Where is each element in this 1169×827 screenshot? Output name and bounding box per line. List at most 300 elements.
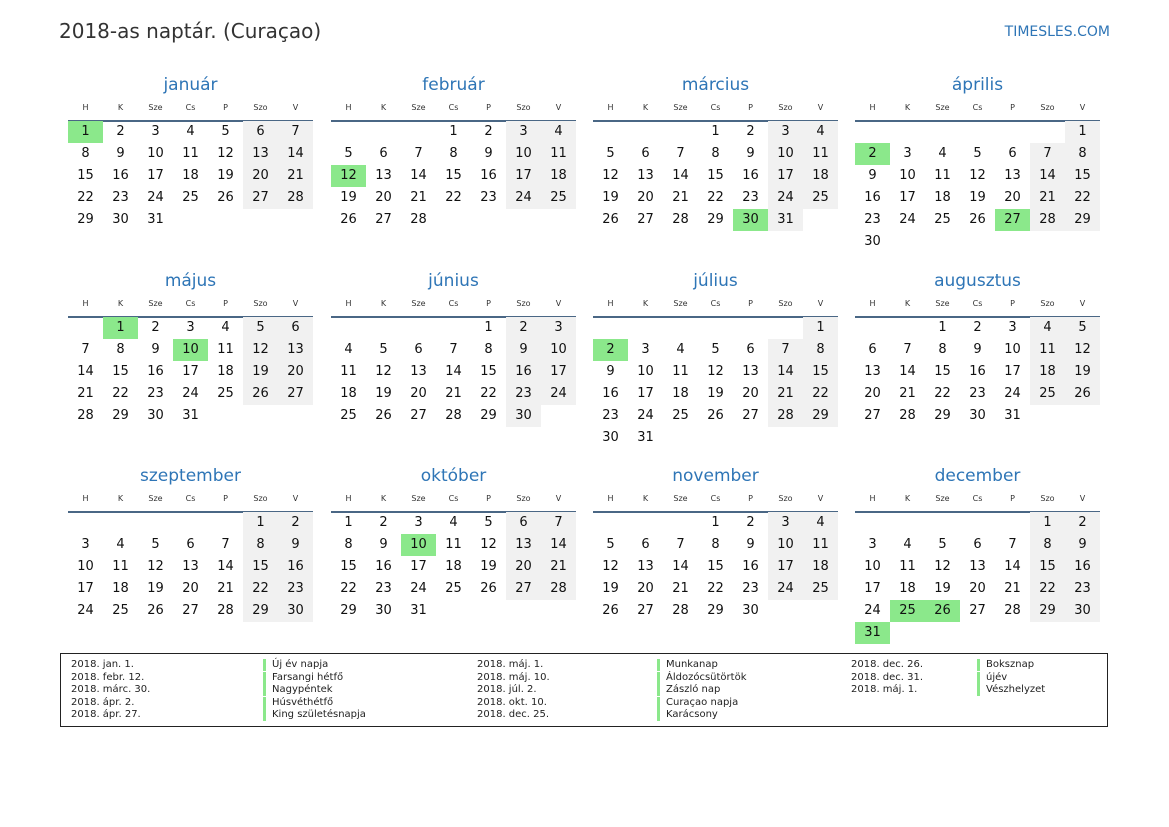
day-cell: 24 — [1004, 386, 1021, 401]
day-cell: 27 — [506, 578, 541, 600]
legend-date: 2018. máj. 1. — [477, 659, 544, 670]
weekday-label: Sze — [148, 299, 163, 308]
day-cell: 26 — [602, 212, 619, 227]
day-cell: 12 — [147, 559, 164, 574]
day-cell: 25 — [541, 187, 576, 209]
day-cell: 15 — [707, 168, 724, 183]
day-cell: 17 — [506, 165, 541, 187]
day-cell: 8 — [116, 342, 125, 357]
day-cell: 26 — [480, 581, 497, 596]
day-cell: 2 — [1065, 512, 1100, 534]
month-calendar — [68, 75, 313, 265]
page-title: 2018-as naptár. (Curaçao) — [59, 19, 322, 43]
legend-holiday-name: Curaçao napja — [657, 697, 738, 709]
weekday-label: H — [607, 103, 614, 112]
day-cell: 22 — [480, 386, 497, 401]
day-cell: 6 — [746, 342, 755, 357]
holiday-day-cell: 10 — [401, 534, 436, 556]
month-name: április — [951, 75, 1004, 95]
day-cell: 21 — [445, 386, 462, 401]
month-calendar — [855, 466, 1100, 656]
day-cell: 18 — [182, 168, 199, 183]
legend-holiday-name: Munkanap — [657, 659, 718, 671]
weekday-label: H — [82, 299, 89, 308]
day-cell: 3 — [186, 320, 195, 335]
day-cell: 8 — [938, 342, 947, 357]
header-rule — [593, 316, 838, 318]
weekday-label: K — [380, 494, 387, 503]
day-cell: 19 — [147, 581, 164, 596]
day-cell: 21 — [1004, 581, 1021, 596]
weekday-label: H — [869, 103, 876, 112]
weekday-label: Sze — [935, 494, 950, 503]
day-cell: 6 — [641, 537, 650, 552]
day-cell: 17 — [182, 364, 199, 379]
day-cell: 1 — [344, 515, 353, 530]
day-cell: 11 — [112, 559, 129, 574]
brand-link[interactable]: TIMESLES.COM — [1004, 24, 1110, 40]
day-cell: 2 — [278, 512, 313, 534]
day-cell: 14 — [77, 364, 94, 379]
day-cell: 28 — [899, 408, 916, 423]
day-cell: 10 — [506, 143, 541, 165]
weekday-label: Cs — [972, 299, 983, 308]
day-cell: 10 — [1004, 342, 1021, 357]
day-cell: 9 — [1065, 534, 1100, 556]
day-cell: 18 — [340, 386, 357, 401]
day-cell: 30 — [602, 430, 619, 445]
day-cell: 26 — [969, 212, 986, 227]
day-cell: 8 — [711, 146, 720, 161]
weekday-label: Sze — [411, 494, 426, 503]
weekday-label: Szo — [1040, 103, 1055, 112]
day-cell: 31 — [1004, 408, 1021, 423]
month-name: január — [163, 75, 218, 95]
day-cell: 24 — [147, 190, 164, 205]
day-cell: 25 — [803, 187, 838, 209]
day-cell: 29 — [112, 408, 129, 423]
day-cell: 31 — [768, 209, 803, 231]
weekday-label: H — [869, 494, 876, 503]
day-cell: 25 — [445, 581, 462, 596]
holiday-day-cell: 31 — [855, 622, 890, 644]
weekday-label: V — [1079, 494, 1086, 503]
day-cell: 6 — [186, 537, 195, 552]
day-cell: 13 — [1004, 168, 1021, 183]
day-cell: 15 — [445, 168, 462, 183]
holiday-day-cell: 27 — [995, 209, 1030, 231]
day-cell: 30 — [969, 408, 986, 423]
day-cell: 13 — [969, 559, 986, 574]
day-cell: 18 — [112, 581, 129, 596]
day-cell: 13 — [637, 559, 654, 574]
weekday-label: P — [223, 103, 228, 112]
day-cell: 30 — [506, 405, 541, 427]
legend-holiday-name: újév — [977, 672, 1007, 684]
day-cell: 12 — [480, 537, 497, 552]
weekday-label: Szo — [778, 299, 793, 308]
day-cell: 1 — [711, 515, 720, 530]
weekday-label: P — [748, 299, 753, 308]
day-cell: 16 — [742, 559, 759, 574]
day-cell: 17 — [1004, 364, 1021, 379]
weekday-label: H — [607, 494, 614, 503]
day-cell: 14 — [217, 559, 234, 574]
day-cell: 6 — [379, 146, 388, 161]
day-cell: 23 — [506, 383, 541, 405]
day-cell: 4 — [449, 515, 458, 530]
day-cell: 20 — [637, 581, 654, 596]
day-cell: 29 — [480, 408, 497, 423]
day-cell: 27 — [969, 603, 986, 618]
day-cell: 18 — [541, 165, 576, 187]
day-cell: 2 — [506, 317, 541, 339]
weekday-label: K — [380, 103, 387, 112]
day-cell: 11 — [217, 342, 234, 357]
day-cell: 22 — [707, 581, 724, 596]
day-cell: 7 — [1008, 537, 1017, 552]
day-cell: 9 — [506, 339, 541, 361]
month-name: augusztus — [934, 271, 1021, 291]
day-cell: 30 — [864, 234, 881, 249]
day-cell: 20 — [864, 386, 881, 401]
legend-date: 2018. dec. 25. — [477, 709, 550, 721]
weekday-label: V — [555, 299, 562, 308]
day-cell: 18 — [899, 581, 916, 596]
day-cell: 29 — [1030, 600, 1065, 622]
day-cell: 12 — [1065, 339, 1100, 361]
day-cell: 7 — [676, 146, 685, 161]
day-cell: 8 — [243, 534, 278, 556]
day-cell: 4 — [186, 124, 195, 139]
day-cell: 7 — [449, 342, 458, 357]
weekday-label: Cs — [710, 494, 721, 503]
day-cell: 22 — [707, 190, 724, 205]
day-cell: 1 — [449, 124, 458, 139]
day-cell: 30 — [278, 600, 313, 622]
day-cell: 22 — [340, 581, 357, 596]
day-cell: 13 — [182, 559, 199, 574]
day-cell: 31 — [147, 212, 164, 227]
day-cell: 3 — [151, 124, 160, 139]
weekday-label: H — [345, 103, 352, 112]
day-cell: 12 — [602, 168, 619, 183]
day-cell: 24 — [506, 187, 541, 209]
day-cell: 23 — [147, 386, 164, 401]
day-cell: 30 — [375, 603, 392, 618]
day-cell: 7 — [903, 342, 912, 357]
day-cell: 31 — [182, 408, 199, 423]
day-cell: 23 — [480, 190, 497, 205]
day-cell: 22 — [243, 578, 278, 600]
legend-date: 2018. dec. 31. — [851, 671, 924, 683]
day-cell: 12 — [707, 364, 724, 379]
day-cell: 8 — [803, 339, 838, 361]
day-cell: 11 — [934, 168, 951, 183]
day-cell: 28 — [1030, 209, 1065, 231]
day-cell: 23 — [602, 408, 619, 423]
weekday-header — [68, 299, 313, 311]
day-cell: 3 — [81, 537, 90, 552]
weekday-label: V — [292, 494, 299, 503]
day-cell: 8 — [1065, 143, 1100, 165]
day-cell: 6 — [243, 121, 278, 143]
legend-date: 2018. dec. 26. — [851, 659, 924, 670]
weekday-label: P — [486, 494, 491, 503]
day-cell: 18 — [803, 165, 838, 187]
weekday-label: V — [817, 103, 824, 112]
day-cell: 25 — [1030, 383, 1065, 405]
day-cell: 18 — [445, 559, 462, 574]
day-cell: 18 — [1030, 361, 1065, 383]
day-cell: 28 — [410, 212, 427, 227]
day-cell: 10 — [768, 534, 803, 556]
weekday-label: Cs — [185, 494, 196, 503]
day-cell: 29 — [934, 408, 951, 423]
month-calendar — [68, 271, 313, 461]
holiday-legend — [60, 653, 1108, 727]
day-cell: 3 — [1008, 320, 1017, 335]
day-cell: 11 — [803, 534, 838, 556]
holiday-day-cell: 30 — [733, 209, 768, 231]
day-cell: 11 — [899, 559, 916, 574]
month-name: március — [681, 75, 750, 95]
legend-date: 2018. márc. 30. — [71, 684, 151, 696]
weekday-label: Szo — [516, 494, 531, 503]
day-cell: 26 — [217, 190, 234, 205]
day-cell: 17 — [768, 556, 803, 578]
weekday-label: Sze — [673, 299, 688, 308]
weekday-label: Szo — [253, 103, 268, 112]
day-cell: 19 — [480, 559, 497, 574]
day-cell: 11 — [803, 143, 838, 165]
day-cell: 13 — [742, 364, 759, 379]
day-cell: 15 — [934, 364, 951, 379]
weekday-label: Sze — [148, 494, 163, 503]
day-cell: 23 — [112, 190, 129, 205]
day-cell: 2 — [484, 124, 493, 139]
month-calendar — [855, 271, 1100, 461]
weekday-label: Szo — [1040, 494, 1055, 503]
weekday-label: Cs — [448, 494, 459, 503]
day-cell: 4 — [938, 146, 947, 161]
day-cell: 4 — [803, 512, 838, 534]
day-cell: 23 — [1065, 578, 1100, 600]
day-cell: 14 — [410, 168, 427, 183]
day-cell: 9 — [484, 146, 493, 161]
day-cell: 9 — [973, 342, 982, 357]
weekday-header — [855, 494, 1100, 506]
weekday-label: K — [904, 103, 911, 112]
weekday-label: Cs — [710, 103, 721, 112]
day-cell: 27 — [637, 212, 654, 227]
legend-date: 2018. júl. 2. — [477, 684, 537, 696]
month-calendar — [68, 466, 313, 656]
day-cell: 16 — [602, 386, 619, 401]
day-cell: 7 — [414, 146, 423, 161]
weekday-label: P — [748, 103, 753, 112]
holiday-day-cell: 26 — [925, 600, 960, 622]
legend-holiday-name: Áldozócsütörtök — [657, 672, 746, 684]
day-cell: 28 — [672, 603, 689, 618]
weekday-label: Sze — [411, 103, 426, 112]
day-cell: 17 — [147, 168, 164, 183]
day-cell: 20 — [1004, 190, 1021, 205]
day-cell: 22 — [934, 386, 951, 401]
month-name: december — [934, 466, 1021, 486]
holiday-day-cell: 25 — [890, 600, 925, 622]
day-cell: 19 — [217, 168, 234, 183]
day-cell: 27 — [637, 603, 654, 618]
legend-date: 2018. febr. 12. — [71, 671, 145, 683]
weekday-header — [855, 103, 1100, 115]
day-cell: 3 — [768, 121, 803, 143]
day-cell: 9 — [379, 537, 388, 552]
legend-date: 2018. máj. 10. — [477, 671, 550, 683]
day-cell: 25 — [112, 603, 129, 618]
weekday-label: V — [292, 103, 299, 112]
day-cell: 13 — [243, 143, 278, 165]
month-calendar — [593, 466, 838, 656]
day-cell: 27 — [742, 408, 759, 423]
weekday-label: Cs — [448, 103, 459, 112]
day-cell: 26 — [1065, 383, 1100, 405]
day-cell: 22 — [803, 383, 838, 405]
day-cell: 19 — [375, 386, 392, 401]
day-cell: 3 — [903, 146, 912, 161]
day-cell: 27 — [278, 383, 313, 405]
weekday-label: Sze — [935, 299, 950, 308]
day-cell: 29 — [707, 212, 724, 227]
day-cell: 16 — [1065, 556, 1100, 578]
weekday-header — [593, 103, 838, 115]
day-cell: 25 — [340, 408, 357, 423]
day-cell: 15 — [77, 168, 94, 183]
day-cell: 26 — [243, 383, 278, 405]
day-cell: 8 — [344, 537, 353, 552]
day-cell: 19 — [969, 190, 986, 205]
day-cell: 21 — [410, 190, 427, 205]
month-name: július — [693, 271, 738, 291]
day-cell: 16 — [375, 559, 392, 574]
weekday-label: H — [82, 494, 89, 503]
day-cell: 13 — [506, 534, 541, 556]
month-calendar — [593, 271, 838, 461]
day-cell: 5 — [344, 146, 353, 161]
day-cell: 4 — [903, 537, 912, 552]
weekday-label: Sze — [935, 103, 950, 112]
day-cell: 27 — [375, 212, 392, 227]
day-cell: 23 — [742, 581, 759, 596]
day-cell: 12 — [969, 168, 986, 183]
day-cell: 2 — [746, 515, 755, 530]
day-cell: 5 — [973, 146, 982, 161]
day-cell: 8 — [1030, 534, 1065, 556]
month-calendar — [593, 75, 838, 265]
day-cell: 20 — [375, 190, 392, 205]
weekday-label: Sze — [148, 103, 163, 112]
day-cell: 29 — [340, 603, 357, 618]
day-cell: 20 — [278, 361, 313, 383]
weekday-label: Cs — [972, 494, 983, 503]
weekday-label: K — [904, 494, 911, 503]
day-cell: 3 — [641, 342, 650, 357]
legend-holiday-name: Karácsony — [657, 709, 718, 721]
day-cell: 11 — [182, 146, 199, 161]
day-cell: 21 — [77, 386, 94, 401]
day-cell: 5 — [938, 537, 947, 552]
day-cell: 26 — [147, 603, 164, 618]
day-cell: 9 — [116, 146, 125, 161]
weekday-label: H — [345, 299, 352, 308]
legend-holiday-name: Boksznap — [977, 659, 1034, 671]
day-cell: 9 — [278, 534, 313, 556]
day-cell: 14 — [445, 364, 462, 379]
day-cell: 19 — [602, 581, 619, 596]
day-cell: 20 — [969, 581, 986, 596]
weekday-label: P — [1010, 103, 1015, 112]
day-cell: 23 — [969, 386, 986, 401]
weekday-header — [68, 103, 313, 115]
weekday-label: Szo — [778, 103, 793, 112]
day-cell: 10 — [899, 168, 916, 183]
legend-date: 2018. ápr. 2. — [71, 696, 135, 708]
day-cell: 5 — [484, 515, 493, 530]
weekday-label: K — [117, 494, 124, 503]
day-cell: 26 — [340, 212, 357, 227]
day-cell: 10 — [637, 364, 654, 379]
weekday-label: K — [117, 103, 124, 112]
day-cell: 20 — [243, 165, 278, 187]
day-cell: 5 — [606, 146, 615, 161]
day-cell: 20 — [742, 386, 759, 401]
day-cell: 23 — [375, 581, 392, 596]
day-cell: 17 — [768, 165, 803, 187]
day-cell: 21 — [278, 165, 313, 187]
day-cell: 4 — [344, 342, 353, 357]
day-cell: 28 — [1004, 603, 1021, 618]
day-cell: 19 — [934, 581, 951, 596]
day-cell: 28 — [768, 405, 803, 427]
weekday-label: V — [292, 299, 299, 308]
day-cell: 6 — [641, 146, 650, 161]
day-cell: 20 — [182, 581, 199, 596]
day-cell: 29 — [707, 603, 724, 618]
holiday-day-cell: 12 — [331, 165, 366, 187]
weekday-header — [331, 103, 576, 115]
day-cell: 11 — [672, 364, 689, 379]
day-cell: 5 — [1065, 317, 1100, 339]
day-cell: 10 — [864, 559, 881, 574]
day-cell: 20 — [506, 556, 541, 578]
day-cell: 15 — [707, 559, 724, 574]
day-cell: 27 — [182, 603, 199, 618]
day-cell: 3 — [768, 512, 803, 534]
day-cell: 10 — [77, 559, 94, 574]
day-cell: 21 — [899, 386, 916, 401]
day-cell: 22 — [77, 190, 94, 205]
day-cell: 4 — [116, 537, 125, 552]
day-cell: 6 — [1008, 146, 1017, 161]
day-cell: 4 — [676, 342, 685, 357]
day-cell: 3 — [506, 121, 541, 143]
day-cell: 19 — [340, 190, 357, 205]
day-cell: 1 — [1030, 512, 1065, 534]
day-cell: 1 — [711, 124, 720, 139]
day-cell: 11 — [445, 537, 462, 552]
day-cell: 22 — [1030, 578, 1065, 600]
day-cell: 25 — [803, 578, 838, 600]
